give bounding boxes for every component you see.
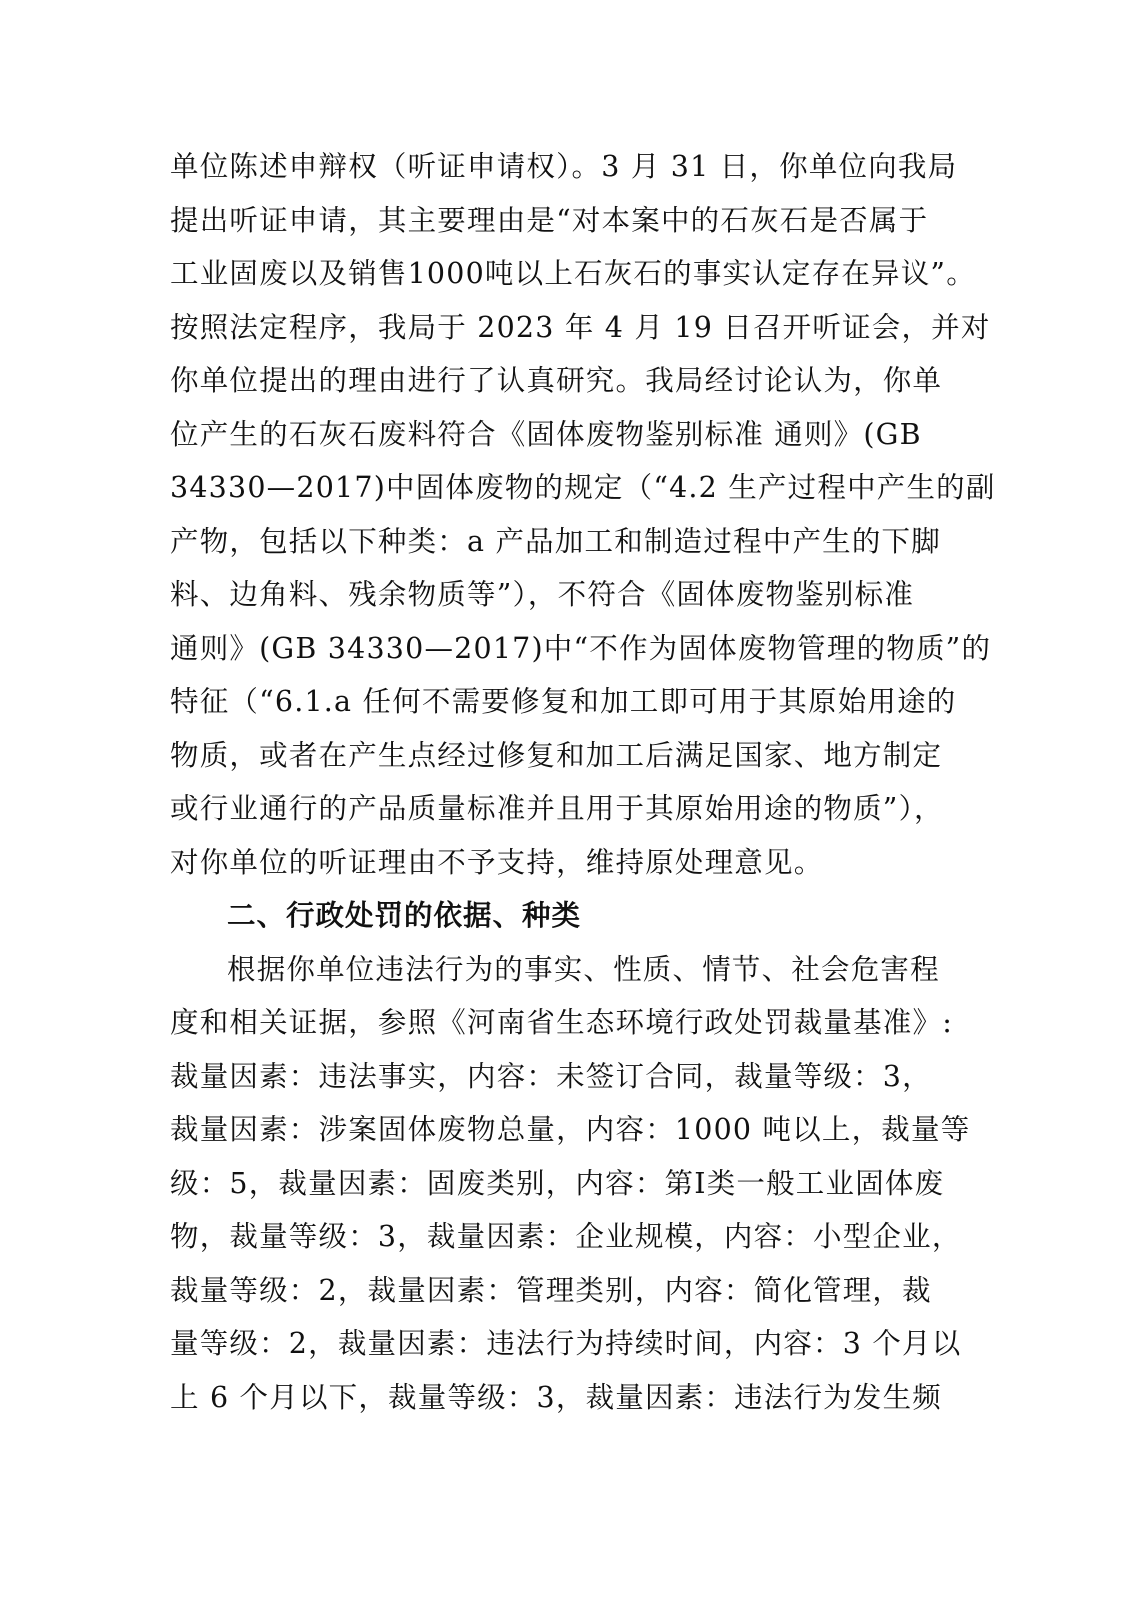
text-line: 你单位提出的理由进行了认真研究。我局经讨论认为，你单: [170, 364, 943, 397]
text-line: 根据你单位违法行为的事实、性质、情节、社会危害程: [227, 952, 940, 986]
text-line: 34330—2017)中固体废物的规定（“4.2 生产过程中产生的副: [170, 471, 996, 504]
text-line: 裁量因素：违法事实，内容：未签订合同，裁量等级：3，: [170, 1059, 932, 1093]
text-line: 上 6 个月以下，裁量等级：3，裁量因素：违法行为发生频: [170, 1380, 942, 1414]
text-line: 产物，包括以下种类：a 产品加工和制造过程中产生的下脚: [170, 524, 941, 558]
text-line: 物质，或者在产生点经过修复和加工后满足国家、地方制定: [170, 738, 943, 772]
text-line: 单位陈述申辩权（听证申请权）。3 月 31 日，你单位向我局: [170, 150, 958, 183]
text-line: 按照法定程序，我局于 2023 年 4 月 19 日召开听证会，并对: [170, 310, 991, 344]
text-line: 裁量因素：涉案固体废物总量，内容：1000 吨以上，裁量等: [170, 1113, 971, 1146]
text-line: 物，裁量等级：3，裁量因素：企业规模，内容：小型企业，: [170, 1220, 962, 1253]
text-line: 级：5，裁量因素：固废类别，内容：第I类一般工业固体废: [170, 1166, 945, 1200]
section-heading: 二、行政处罚的依据、种类: [227, 899, 582, 932]
text-line: 量等级：2，裁量因素：违法行为持续时间，内容：3 个月以: [170, 1327, 962, 1360]
document-body: [170, 140, 996, 1424]
text-line: 工业固废以及销售1000吨以上石灰石的事实认定存在异议”。: [170, 257, 976, 290]
text-line: 度和相关证据，参照《河南省生态环境行政处罚裁量基准》:: [170, 1006, 954, 1039]
text-line: 特征（“6.1.a 任何不需要修复和加工即可用于其原始用途的: [170, 685, 957, 718]
text-line: 或行业通行的产品质量标准并且用于其原始用途的物质”），: [170, 792, 944, 825]
text-line: 料、边角料、残余物质等”），不符合《固体废物鉴别标准: [170, 578, 915, 611]
text-line: 对你单位的听证理由不予支持，维持原处理意见。: [170, 845, 824, 879]
text-line: 通则》(GB 34330—2017)中“不作为固体废物管理的物质”的: [170, 631, 992, 665]
text-line: 位产生的石灰石废料符合《固体废物鉴别标准 通则》(GB: [170, 417, 922, 451]
text-line: 裁量等级：2，裁量因素：管理类别，内容：简化管理，裁: [170, 1273, 932, 1307]
text-line: 提出听证申请，其主要理由是“对本案中的石灰石是否属于: [170, 203, 929, 237]
